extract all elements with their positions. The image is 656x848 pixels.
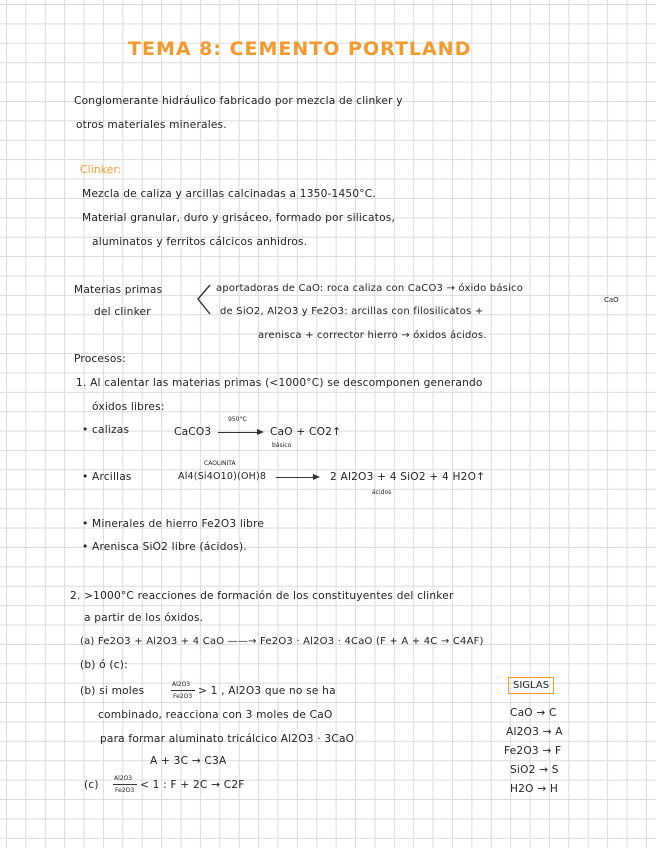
reaction-c-fraction-num: Al2O3 (114, 775, 133, 782)
materias-label-2: del clinker (94, 306, 151, 318)
arcillas-label: • Arcillas (82, 471, 132, 483)
arrow-right-icon (257, 429, 264, 435)
siglas-item: Fe2O3 → F (504, 745, 562, 757)
fraction-bar (113, 784, 137, 785)
step1-line-2: óxidos libres: (92, 401, 165, 413)
arenisca-line: • Arenisca SiO2 libre (ácidos). (82, 541, 247, 553)
materias-line-2: de SiO2, Al2O3 y Fe2O3: arcillas con filosilicatos + (220, 306, 484, 317)
reaction-b-line-4: A + 3C → C3A (150, 755, 227, 767)
clinker-heading: Clinker: (80, 164, 122, 176)
arcillas-reactant: Al4(Si4O10)(OH)8 (178, 471, 267, 482)
reaction-a: (a) Fe2O3 + Al2O3 + 4 CaO ——→ Fe2O3 · Al2O3 · 4CaO (F + A + 4C → C4AF) (80, 636, 484, 647)
fraction-bar (171, 690, 195, 691)
calizas-temperature: 950°C (228, 416, 247, 423)
reaction-c-fraction-den: Fe2O3 (115, 787, 135, 794)
siglas-item: SiO2 → S (510, 764, 559, 776)
reaction-c-suffix: < 1 : F + 2C → C2F (140, 779, 245, 791)
reaction-b-suffix: > 1 , Al2O3 que no se ha (198, 685, 336, 697)
step2-line-1: 2. >1000°C reacciones de formación de los constituyentes del clinker (70, 590, 454, 602)
step1-line-1: 1. Al calentar las materias primas (<1000°C) se descomponen generando (76, 377, 483, 389)
materias-line-1: aportadoras de CaO: roca caliza con CaCO3 → óxido básico (216, 283, 524, 294)
calizas-product: CaO + CO2↑ (270, 426, 342, 438)
arcillas-product: 2 Al2O3 + 4 SiO2 + 4 H2O↑ (330, 471, 486, 483)
materias-line-3: arenisca + corrector hierro → óxidos ácidos. (258, 330, 487, 341)
calizas-reactant: CaCO3 (174, 426, 212, 438)
siglas-item: CaO → C (510, 707, 557, 719)
materias-line-1-sub: CaO (604, 296, 619, 304)
reaction-b-line-3: para formar aluminato tricálcico Al2O3 · 3CaO (100, 733, 355, 745)
arcillas-arrow-line (276, 477, 314, 478)
procesos-heading: Procesos: (74, 353, 127, 365)
arcillas-mineral-name: CAOLINITA (204, 460, 236, 467)
bracket-icon (194, 283, 214, 317)
materias-label-1: Materias primas (74, 284, 163, 296)
calizas-arrow-line (218, 432, 258, 433)
arrow-right-icon (313, 474, 320, 480)
arcillas-product-note: ácidos (372, 489, 392, 496)
reaction-b-or-c: (b) ó (c): (80, 659, 128, 671)
reaction-b-line-2: combinado, reacciona con 3 moles de CaO (98, 709, 333, 721)
calizas-label: • calizas (82, 424, 130, 436)
reaction-b-fraction-num: Al2O3 (172, 681, 191, 688)
clinker-line-1: Mezcla de caliza y arcillas calcinadas a 1350-1450°C. (82, 188, 376, 200)
page-title: TEMA 8: CEMENTO PORTLAND (128, 38, 472, 60)
siglas-item: H2O → H (510, 783, 559, 795)
siglas-item: Al2O3 → A (506, 726, 563, 738)
reaction-c-prefix: (c) (84, 779, 99, 791)
reaction-b-fraction-den: Fe2O3 (173, 693, 193, 700)
clinker-line-2: Material granular, duro y grisáceo, formado por silicatos, (82, 212, 396, 224)
calizas-product-note: básico (272, 442, 292, 449)
step2-line-2: a partir de los óxidos. (84, 612, 204, 624)
minerales-line: • Minerales de hierro Fe2O3 libre (82, 518, 265, 530)
intro-line-1: Conglomerante hidráulico fabricado por mezcla de clinker y (74, 95, 403, 107)
reaction-b-prefix: (b) si moles (80, 685, 145, 697)
intro-line-2: otros materiales minerales. (76, 119, 227, 131)
clinker-line-3: aluminatos y ferritos cálcicos anhidros. (92, 236, 308, 248)
siglas-heading: SIGLAS (508, 677, 554, 694)
